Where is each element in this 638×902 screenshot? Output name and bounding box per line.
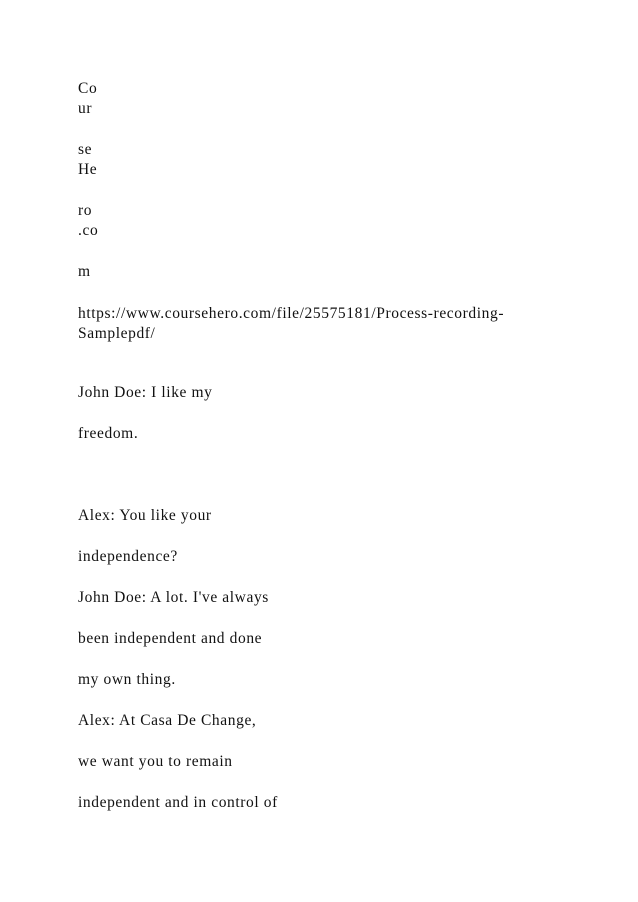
watermark-fragment: Co: [78, 80, 98, 97]
dialogue-line: my own thing.: [78, 671, 176, 688]
source-url-line-2: Samplepdf/: [78, 325, 156, 342]
dialogue-line: Alex: At Casa De Change,: [78, 712, 257, 729]
dialogue-line: independence?: [78, 548, 178, 565]
dialogue-line: John Doe: A lot. I've always: [78, 589, 269, 606]
dialogue-line: been independent and done: [78, 630, 263, 647]
dialogue-line: Alex: You like your: [78, 507, 212, 524]
watermark-fragment: He: [78, 161, 98, 178]
watermark-fragment: ur: [78, 100, 93, 117]
dialogue-line: we want you to remain: [78, 753, 233, 770]
watermark-fragment: ro: [78, 202, 93, 219]
dialogue-line: independent and in control of: [78, 794, 278, 811]
dialogue-line: John Doe: I like my: [78, 384, 213, 401]
dialogue-line: freedom.: [78, 425, 139, 442]
watermark-fragment: se: [78, 141, 93, 158]
source-url-line-1: https://www.coursehero.com/file/25575181/Process-recording-: [78, 305, 505, 322]
watermark-fragment: m: [78, 263, 91, 280]
watermark-fragment: .co: [78, 222, 99, 239]
